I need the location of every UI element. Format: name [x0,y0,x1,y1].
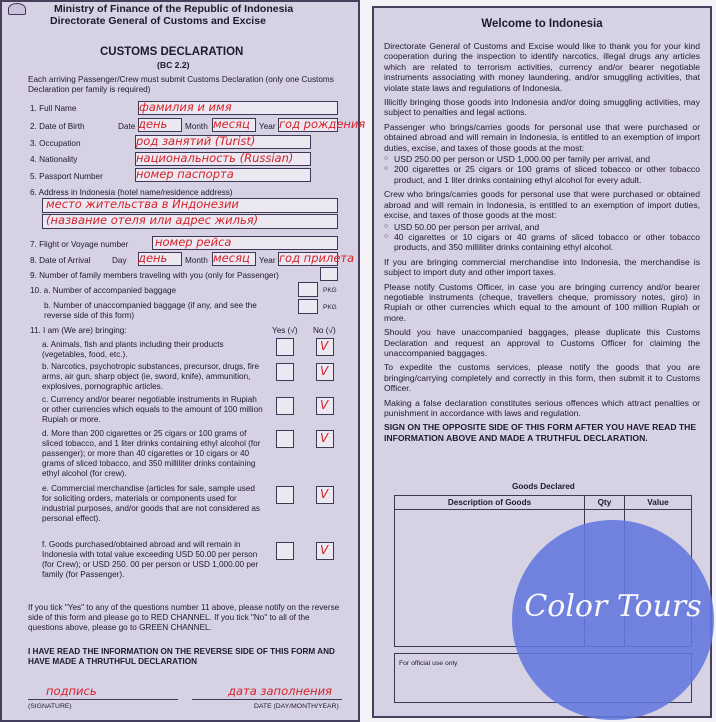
para-commercial: If you are bringing commercial merchandise into Indonesia, the merchandise is subject to import duty and other import taxes. [384,256,700,278]
label-flight-number: 7. Flight or Voyage number [30,240,129,249]
item-d-yes-checkbox[interactable] [276,430,294,448]
bullet-passenger-tobacco: ○ 200 cigarettes or 25 cigars or 100 grams of sliced tobacco or other tobacco product, and 1 liter drinks containing ethyl alcohol for every adult. [384,164,700,185]
label-dob-month: Month [185,122,208,131]
label-accompanied-baggage: 10. a. Number of accompanied baggage [30,286,177,295]
item-f-yes-checkbox[interactable] [276,542,294,560]
label-dob-date: Date [118,122,136,131]
item-b-text: b. Narcotics, psychotropic substances, precursor, drugs, fire arms, air gun, sharp object (ie, sword, knife), ammunition, explosives, pornographic articles. [42,362,260,391]
color-tours-logo [512,520,714,720]
pkg-label-1: PKG [323,287,337,294]
welcome-title: Welcome to Indonesia [481,18,603,30]
para-currency: Please notify Customs Officer, in case you are bringing currency and/or bearer negotiable instruments (cheque, travellers cheque, promissory notes, giro) in Rupiah or other currencies which equal to the amount of 100 million Rupiah or more. [384,281,700,323]
hw-address-line2: (название отеля или адрес жилья) [46,213,259,227]
column-yes: Yes (√) [272,326,298,335]
hw-dob-month: месяц [213,117,250,131]
hw-passport: номер паспорта [136,167,234,181]
item-a-no-mark: V [320,339,329,353]
hw-fill-date: дата заполнения [228,684,332,698]
label-passport-number: 5. Passport Number [30,172,103,181]
goods-declared-title: Goods Declared [512,482,575,491]
label-full-name: 1. Full Name [30,104,77,113]
label-arrival-month: Month [185,256,208,265]
label-address: 6. Address in Indonesia (hotel name/residence address) [30,188,233,197]
item-e-text: e. Commercial merchandise (articles for sale, sample used for soliciting orders, materials or components used for industrial purposes, and/or goods that are not considered as personal effect). [42,484,261,523]
signature-line[interactable] [28,699,178,700]
label-family-members: 9. Number of family members traveling with you (only for Passenger) [30,271,279,280]
col-description: Description of Goods [395,496,585,510]
item-b-yes-checkbox[interactable] [276,363,294,381]
col-value: Value [625,496,692,510]
hw-arrival-year: год прилета [279,251,355,265]
label-nationality: 4. Nationality [30,155,78,164]
label-date-of-arrival: 8. Date of Arrival [30,256,91,265]
garuda-emblem-icon [8,3,26,15]
label-unaccompanied-baggage: b. Number of unaccompanied baggage (if any, and see the reverse side of this form) [44,301,257,320]
hw-full-name: фамилия и имя [139,100,232,114]
label-date-of-birth: 2. Date of Birth [30,122,85,131]
item-d-text: d. More than 200 cigarettes or 25 cigars or 100 grams of sliced tobacco, and 1 liter drinks containing ethyl alcohol (for passenger); or more than 40 cigarettes or 10 cigars or 40 grams of sliced tobacco, and 350 milliliter drinks containing ethyl alcohol (for crew). [42,429,261,478]
column-no: No (√) [313,326,336,335]
hw-occupation: род занятий (Turist) [136,134,256,148]
form-intro: Each arriving Passenger/Crew must submit Customs Declaration (only one Customs Declaration per family is required) [28,75,334,94]
signature-caption: (SIGNATURE) [28,703,72,710]
date-caption: DATE (DAY/MONTH/YEAR) [254,703,339,710]
hw-dob-day: день [138,117,168,131]
para-intro: Directorate General of Customs and Excise would like to thank you for your kind cooperation during the inspection to identify narcotics, illegal drugs any articles which are related to terrorism activities, currency and/or bearer negotiable instruments associating with money laundering, and/or smuggling activities, that violate state laws and regulations of Indonesia. [384,41,700,93]
unaccompanied-baggage-field[interactable] [298,299,318,314]
item-d-no-mark: V [320,431,329,445]
hw-signature: подпись [46,684,97,698]
directorate-header: Directorate General of Customs and Excise [50,15,266,27]
color-tours-logo-text: Color Tours [524,589,702,624]
bullet-crew-usd: ○ USD 50.00 per person per arrival, and [384,222,700,232]
channel-note: If you tick "Yes" to any of the questions number 11 above, please notify on the reverse side of this form and please go to RED CHANNEL. If you tick "No" to all of the questions above, please go to GREEN CHANNEL. [28,603,340,632]
item-c-yes-checkbox[interactable] [276,397,294,415]
hw-arrival-day: день [138,251,168,265]
para-penalties: Illicitly bringing those goods into Indonesia and/or doing smuggling activities, may subject to penalties and legal actions. [384,97,700,118]
item-f-no-mark: V [320,543,329,557]
label-arrival-day: Day [112,256,127,265]
item-f-text: f. Goods purchased/obtained abroad and will remain in Indonesia with total value exceeding USD 50.00 per person (for Crew); or USD 250. 00 per person or USD 1,000.00 per family (for Passenger). [42,540,259,579]
family-members-field[interactable] [320,267,338,281]
form-title: CUSTOMS DECLARATION [100,46,244,58]
accompanied-baggage-field[interactable] [298,282,318,297]
item-a-text: a. Animals, fish and plants including their products (vegetables, food, etc.). [42,340,224,359]
hw-nationality: национальность (Russian) [136,151,294,165]
col-qty: Qty [585,496,625,510]
item-c-text: c. Currency and/or bearer negotiable instruments in Rupiah or other currencies which equals to the amount of 100 million Rupiah or more. [42,395,263,424]
sign-instruction: SIGN ON THE OPPOSITE SIDE OF THIS FORM AFTER YOU HAVE READ THE INFORMATION ABOVE AND MADE A TRUTHFUL DECLARATION. [384,422,697,443]
hw-arrival-month: месяц [213,251,250,265]
truthful-declaration-statement: I HAVE READ THE INFORMATION ON THE REVERSE SIDE OF THIS FORM AND HAVE MADE A THRUTHFUL DECLARATION [28,647,335,666]
item-c-no-mark: V [320,398,329,412]
para-expedite: To expedite the customs services, please notify the goods that you are bringing/carrying completely and correctly in this form, then submit it to Customs Officer. [384,362,700,394]
label-bringing: 11. I am (We are) bringing: [30,326,127,335]
hw-address-line1: место жительства в Индонезии [46,197,239,211]
information-text [384,41,700,447]
label-dob-year: Year [259,122,276,131]
item-e-no-mark: V [320,487,329,501]
hw-flight: номер рейса [155,235,232,249]
para-crew: Crew who brings/carries goods for personal use that were purchased or obtained abroad and will remain in Indonesia, is entitled to an exemption of import duties, excise, and taxes of those goods at the most: [384,189,700,221]
para-passenger: Passenger who brings/carries goods for personal use that were purchased or obtained abroad and will remain in Indonesia, is entitled to an exemption of import duties, excise, and taxes of those goods at the most: [384,121,700,153]
label-occupation: 3. Occupation [30,139,81,148]
pkg-label-2: PKG [323,304,337,311]
bullet-crew-tobacco: ○ 40 cigarettes or 10 cigars or 40 grams of sliced tobacco or other tobacco products, and 350 milliliter drinks containing ethyl alcohol. [384,232,700,253]
official-use-label: For official use only [399,660,458,667]
date-line[interactable] [192,699,342,700]
para-false-declaration: Making a false declaration constitutes serious offences which attract penalties or punishment in accordance with laws and regulation. [384,397,700,418]
label-arrival-year: Year [259,256,276,265]
ministry-header: Ministry of Finance of the Republic of Indonesia [54,3,294,15]
item-a-yes-checkbox[interactable] [276,338,294,356]
para-unaccompanied: Should you have unaccompanied baggages, please duplicate this Customs Declaration and request an approval to Customs Officer for claiming the unaccompanied baggages. [384,327,700,358]
bullet-passenger-usd: ○ USD 250.00 per person or USD 1,000.00 per family per arrival, and [384,154,700,164]
hw-dob-year: год рождения [279,117,366,131]
item-b-no-mark: V [320,364,329,378]
form-code: (BC 2.2) [157,60,190,70]
item-e-yes-checkbox[interactable] [276,486,294,504]
